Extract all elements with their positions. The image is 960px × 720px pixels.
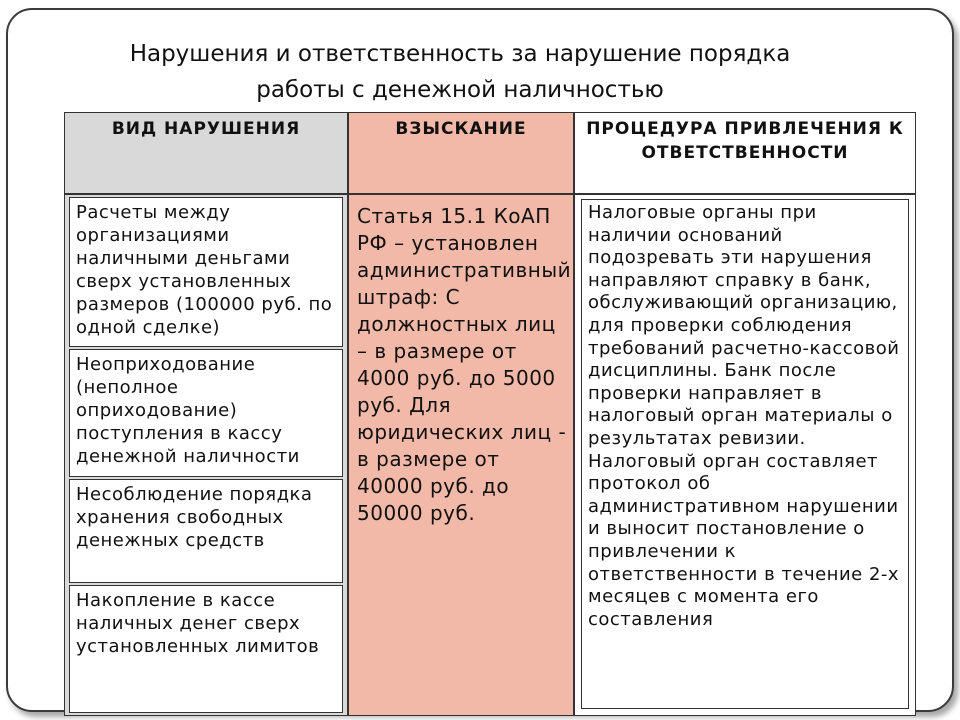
violations-table — [64, 112, 916, 716]
procedure-column — [574, 194, 916, 716]
violation-cell: Накопление в кассе наличных денег сверх установленных лимитов — [69, 585, 343, 713]
violation-cell: Расчеты между организациями наличными деньгами сверх установленных размеров (100000 руб. по одной сделке) — [69, 197, 343, 347]
header-procedure: ПРОЦЕДУРА ПРИВЛЕЧЕНИЯ К ОТВЕТСТВЕННОСТИ — [574, 112, 916, 194]
slide-title — [60, 36, 860, 108]
procedure-cell: Налоговые органы при наличии оснований подозревать эти нарушения направляют справку в банк, обслуживающий организацию, для проверки соблюдения требований расчетно-кассовой дисциплины. Банк после проверки направляет в налоговый орган материалы о результатах ревизии. Налоговый орган составляет протокол об административном нарушении и выносит постановление о привлечении к ответственности в течение 2-х месяцев с момента его составления — [581, 199, 909, 709]
violation-cell: Несоблюдение порядка хранения свободных денежных средств — [69, 479, 343, 583]
violation-column — [64, 194, 348, 716]
title-line-2: работы с денежной наличностью — [256, 77, 664, 103]
title-line-1: Нарушения и ответственность за нарушение порядка — [129, 41, 791, 67]
penalty-cell: Статья 15.1 КоАП РФ – установлен административный штраф: С должностных лиц – в размере от 4000 руб. до 5000 руб. Для юридических лиц - в размере от 40000 руб. до 50000 руб. — [348, 194, 574, 716]
violation-cell: Неоприходование (неполное оприходование) поступления в кассу денежной наличности — [69, 349, 343, 477]
header-violation: ВИД НАРУШЕНИЯ — [64, 112, 348, 194]
header-penalty: ВЗЫСКАНИЕ — [348, 112, 574, 194]
